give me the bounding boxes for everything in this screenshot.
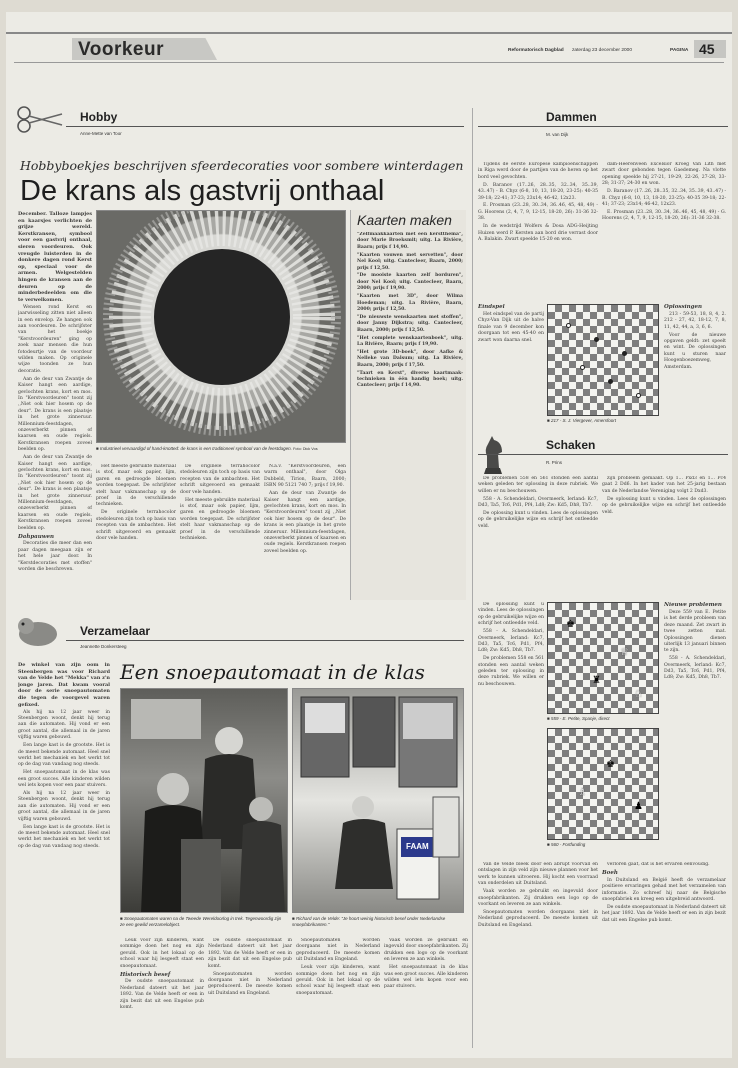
dammen-oplossingen: 213 - 59-53, 18, 8, 4, 2. 212 - 27, 42, 18-12, 7, 8, 11, 42, 44, a, 3, 6, 6. — [664, 311, 726, 330]
verzamelaar-intro: De winkel van zijn oom in Steenbergen was voor Richard van de Velde het "Mekka" van z'n jonge jaren. Dat kwam vooral door de serie snoepautomaten die tegen de voorgevel waren gefixed. — [18, 662, 110, 708]
dammen-subhead-eindspel: Eindspel — [478, 304, 505, 310]
chess-board-559-caption — [547, 716, 665, 722]
hobby-body-4b: Het meeste gebruikte materiaal is stof, maar ook papier, lijm, garen en gedroogde bloemen worden toegepast. De schrijfster stelt haar vakmanschap op de proef in de verschillende technieken. — [180, 497, 260, 541]
draughts-board — [547, 304, 659, 416]
wreath-photo — [96, 210, 346, 443]
collector-caption-text: Richard van de Velde: "Je hoort weinig historisch besef onder Nederlandse snoepfabrikanten." — [292, 916, 446, 927]
verzamelaar-section-title: Verzamelaar — [80, 624, 151, 638]
schaken-column-1b — [478, 602, 544, 857]
verzamelaar-rule — [66, 640, 464, 641]
hobby-body-6b: Aan de deur van Zwantje de Kaiser hangt een aardige, gevlochten krans, kort en mos. In "Kerstvoordeuren" toont zij ,,Niet ook hier hosem op de deur". De krans is een plaatsje in het grote zinneruur. Millennium-feestdagen, onzeverberkt pinnen of kaarsen en oude regiels. Kerstkransen roepen zoveel beelden op. — [264, 491, 346, 554]
schaken-body-1: De problemen 558 en 561 stonden een aantal weken geleden ter oplossing in deze rubriek. We willen er nu beschouwen. — [478, 476, 598, 494]
verzamelaar-continued-col4: verloren gaat, dat is het ervaren eenvoudig. — [607, 862, 710, 867]
kaarten-item-5: "De nieuwste wenskaarten met stoffen", door Janny Dijkstra; uitg. Cantecleer, Baarn, 2000; prijs f 12,50. — [357, 314, 463, 333]
hobby-headline: De krans als gastvrij onthaal — [20, 175, 385, 207]
draughts-piece — [580, 365, 585, 370]
schaken-column-1 — [478, 476, 598, 600]
chess-pawn-icon: ♟ — [634, 801, 643, 812]
kaarten-item-3: "De mooiste kaarten zelf borduren", door Nel Kool; uitg. Cantecleer, Baarn, 2000; prijs f 19,90. — [357, 273, 463, 292]
dammen-column-1b — [478, 304, 544, 402]
wreath-photo-caption — [96, 446, 346, 452]
dammen-rule — [478, 126, 728, 127]
verzamelaar-body-2b: Een lange kast is de grootste. Het is de meest bekende automaat. Heel snel werkt het mechaniek en het werkt tot op de dag van vandaag nog steeds. — [18, 824, 110, 849]
draughts-piece — [622, 351, 627, 356]
chess-board-560 — [547, 728, 659, 840]
collector-illustration — [293, 689, 464, 913]
bullet-icon-2: ■ — [120, 916, 124, 921]
page-number: 45 — [699, 41, 715, 57]
kaarten-item-8: "Taart en Kerst", diverse kaartmaak-technieken in één handig boek; uitg. Cantecleer; prijs f 14,90. — [357, 370, 463, 389]
kaarten-maken-box — [350, 210, 466, 600]
hobby-body-4: Het meeste gebruikte materiaal is stof, maar ook papier, lijm, garen en gedroogde bloemen worden toegepast. De schrijfster stelt haar vakmanschap op de proef in de verschillende technieken. — [96, 464, 176, 508]
kaarten-item-2: "Kaarten vouwen met servetten", door Nel Kool; uitg. Cantecleer, Baarn, 2000; prijs f 12,50. — [357, 252, 463, 271]
hobby-rule — [66, 126, 464, 127]
schaken-byline: R. Prins — [546, 460, 563, 465]
verzamelaar-body-3: Het snoepautomaat in de klas was een groot succes. Alle kinderen wilden wel iets kopen voor een paar stuivers. — [18, 770, 110, 789]
dammen-body-3b: E. Prosman (23..28, 30..34, 36..46, 45, 48, 49) - G. Hoorens (2, 4, 7, 9, 12-15, 18-20, 26): 31-36 32-38. — [602, 209, 726, 222]
hobby-column-1 — [18, 211, 92, 601]
kaarten-item-1: "Zelfmaakkaarten met een kerstthema", door Marie Broeksmit; uitg. La Rivière, Baarn; prijs f 14,90. — [357, 232, 463, 250]
verzamelaar-continued-col4-2: In Duitsland en België heeft de verzamelaar positieve ervaringen gehad met het verzamelen van informatie. Zo schreef hij naar de Belgische snoepfabriek en kreeg een uitgebreid antwoord. — [602, 877, 726, 903]
schaken-section-title: Schaken — [546, 438, 596, 452]
dammen-body-1: Tijdens de eerste Europese kampioenschappen in Riga werd door de partijen van de heren op het bord veel gevochten. — [478, 162, 598, 180]
kaarten-item-4: "Kaarten met 3D", door Wilma Hoedeman; uitg. La Rivière, Baarn, 2000; prijs f 12,50. — [357, 294, 463, 312]
verzamelaar-byline: Jeannette Donkersteeg — [80, 644, 127, 649]
verzamelaar-column-5 — [384, 938, 468, 1048]
dammen-col2-body: dam-Heerenveen Excelsior Kroeg Van Lith met zwart door gebonden tegen Gaedemeg. Na vlotte opening speelde hij 27-21, 19-29, 22-26, 27-28, 33-28; 31-37; 24-30 en won. — [602, 162, 726, 187]
verzamelaar-body-1: Als hij na 12 jaar weer in Steenbergen woont, denkt hij terug aan die automaten. Hij vond er een groot aantal, die allemaal in de jaren vijftig waren gebouwd. — [18, 709, 110, 741]
verzamelaar-continued-column-1 — [478, 862, 598, 1048]
verzamelaar-headline: Een snoepautomaat in de klas — [120, 660, 425, 684]
verzamelaar-body-4b: Leuk voor zijn kinderen, want sommige doen het nog en zijn gevuld. Ook in het lokaal op de school waar hij lesgeeft staat een snoepautomaat. — [296, 965, 380, 996]
hobby-section-title: Hobby — [80, 110, 118, 124]
masthead-underline — [14, 62, 724, 63]
verzamelaar-continued-body-3: Snoepautomaten worden doorgaans niet in Nederland geproduceerd. De meeste komen uit Duitsland en Engeland. — [478, 909, 598, 928]
chess-board-559 — [547, 602, 659, 714]
schaken-col2-body-2: Deze 559 van E. Petite is het derde probleem van deze maand. Zet zwart in twee zetten mat. Oplossingen dienen uiterlijk 13 januari binnen te zijn. — [664, 609, 726, 654]
bullet-icon: ■ — [96, 446, 100, 451]
hobby-body-1: Wensen rond Kerst en jaarwisseling zitten niet alleen in een envelop. Ze hangen ook aan voordeuren. De schrijfster van het boekje "Kerstvoordeuren" ging op zoek naar mensen die hun fotodeurtje van de voordeur wilden maken. Op originele wijze toonden ze hun decoratie. — [18, 304, 92, 374]
hobby-column-3 — [180, 464, 260, 600]
hamster-icon — [14, 614, 60, 648]
hobby-body-6: N.a.v. "Kerstvoordeuren, een warm onthaal", door Olga Dubbeld, Tirion, Baarn, 2000; ISBN 90 5121 740 7; prijs f 19,90. — [264, 464, 346, 489]
verzamelaar-body-5: De oudste snoepautomaat in Nederland dateert uit het jaar 1892. Van de Velde heeft er een in zijn bezit dat uit een Engelse pub komt. — [120, 979, 204, 1011]
chess-knight-icon — [478, 430, 508, 476]
masthead-date: zaterdag 23 december 2000 — [572, 48, 633, 53]
draughts-piece — [566, 323, 571, 328]
dammen-body-2b: D. Baranov (17..26, 28..35, 32..34, 35..39, 43..47) - B. Chyz (6-8, 10, 13, 18-20, 23-25): 40-35 39-18; 22-41; 37-23; 23x14; 46-42, 12x23. — [602, 189, 726, 207]
schaken-col2-body-b: De oplossing kunt u vinden. Lees de oplossingen op de gebruikelijke wijze en schrijf het ontleedde veld. — [602, 496, 726, 515]
hobby-column-4 — [264, 464, 346, 600]
newspaper-page — [6, 12, 732, 1058]
verzamelaar-continued-body: Van de Velde bleek door een abrupt voorvall en ontslagen in zijn veld zijn nieuwe plannen voor het werk te kunnen uitvoeren. Hij kocht een voorraad van onderdelen uit Duitsland. — [478, 862, 598, 887]
draughts-caption-text: 217 - S. J. Viergever, Amersfoort — [550, 418, 616, 423]
kaarten-item-7: "Het grote 3D-boek", door Aafke & Nelleke van Dalsum; uitg. La Rivière, Baarn, 2000; prijs f 17,50. — [357, 349, 463, 368]
hobby-subhead-dahpauwen: Dahpauwen — [18, 533, 54, 540]
verzamelaar-body-1b: Als hij na 12 jaar weer in Steenbergen woont, denkt hij terug aan die automaten. Hij vond er een groot aantal, die allemaal in de jaren vijftig waren gebouwd. — [18, 791, 110, 822]
verzamelaar-column-3 — [208, 938, 292, 1048]
hobby-byline: Anne-Mette van Toor — [80, 131, 122, 136]
bullet-icon-3: ■ — [292, 916, 296, 921]
dammen-col2-body-2: Voor de nieuwe opgaven geldt: zet speelt en wint. De oplossingen kunt u sturen naar Hoogenboezemweg, Amsterdam. — [664, 332, 726, 370]
hobby-intro: December. Talloze lampjes en kaarsjes verlichten de grijze wereld. Kerstkransen, symbool voor een gastvrij onthaal, sieren voordeuren. Ook vreugde luisterden in de donkere dagen rond Kerst op, speciaal voor de armen. Welgestelden hingen de kransen aan de deuren op de minderbedeelden om die te verwelkomen. — [18, 211, 92, 303]
faam-machine-label: FAAM — [406, 842, 429, 851]
chess-rook-icon: ♜ — [592, 675, 601, 686]
children-caption-text: Snoepautomaten waren na de Tweede Wereldoorlog in trek. Tegenwoordig zijn ze een gewild verzamelobject. — [120, 916, 282, 927]
hobby-body-3: Decoraties die meer dan een paar dagen meegaan zijn er het hele jaar door. In "Kerstdecoraties met stoffen" worden die beschreven. — [18, 541, 92, 573]
dammen-column-2 — [602, 162, 726, 302]
bullet-icon-6: ■ — [547, 842, 551, 847]
dammen-column-1 — [478, 162, 598, 302]
dammen-body-5: Het eindspel van de partij Chyz-Van Dijk uit de halve finale van 9 december kon doorgaan tot een 45-40 en zwart won daarna snel. — [478, 311, 544, 343]
dammen-body-4: In de wedstrijd Wolfers & Dosa ADG-Heijting Huizen werd P. Kersten aan bord drie verrast door A. Balakin. Zwart speelde 15-20 en won. — [478, 224, 598, 242]
dammen-body-2: D. Baranov (17..26, 28..35, 32..34, 35..39, 43..47) - B. Chyz (6-8, 10, 13, 18-20, 23-25): 40-35 39-18; 22-41; 37-23; 23x14; 46-42, 12x23. — [478, 182, 598, 201]
chess-queen-icon: ♕ — [620, 647, 629, 658]
hobby-kicker: Hobbyboekjes beschrijven sfeerdecoraties voor sombere winterdagen — [20, 158, 464, 173]
verzamelaar-column-2 — [120, 938, 204, 1048]
masthead-section-title: Voorkeur — [78, 39, 165, 60]
hobby-body-2b: Aan de deur van Zwantje de Kaiser hangt een aardige, gevlochten krans, kort en mos. In "Kerstvoordeuren" toont zij ,,Niet ook hier hosem op de deur". De krans is een plaatsje in het grote zinneruur. Millennium-feestdagen, onzeverberkt pinnen of kaarsen en oude regiels. Kerstkransen roepen zoveel beelden op. — [18, 455, 92, 531]
verzamelaar-body-5b: De oudste snoepautomaat in Nederland dateert uit het jaar 1892. Van de Velde heeft er een in zijn bezit dat uit een Engelse pub komt. — [208, 938, 292, 969]
schaken-col2-body: zijn probleem gemaakt. Op 1... Pxd3 en 1... Pc4 gaat 2 Dd6. In het kader van het 25-jarig bestaan van de Nederlandse Vereniging volgt 2 Dxd3. — [602, 476, 726, 494]
schaken-col2-body-3: 558 - A. Schendeldari, Overmeerk, Ierland: Kc7, Dd3, Ta5, Tc6, Pd1, Pf4, Ld8; Zw: Kd5, Dh8, Tb7. — [664, 656, 726, 681]
wreath-photo-credit: Foto: Dick Vos — [293, 447, 318, 451]
verzamelaar-body-2: Een lange kast is de grootste. Het is de meest bekende automaat. Heel snel werkt het mechaniek en het werkt tot op de dag van vandaag nog steeds. — [18, 743, 110, 768]
verzamelaar-body-4: Leuk voor zijn kinderen, want sommige doen het nog en zijn gevuld. Ook in het lokaal op de school waar hij lesgeeft staat een snoepautomaat. — [120, 938, 204, 969]
draughts-board-caption — [547, 418, 665, 424]
chess-king-icon: ♚ — [566, 619, 575, 630]
kaarten-maken-list — [357, 232, 463, 596]
dammen-column-2b — [664, 304, 726, 434]
bullet-icon-5: ■ — [547, 716, 551, 721]
wreath-illustration — [97, 211, 346, 443]
verzamelaar-continued-body-2: Vaak worden ze gebruikt en ingevuld door snoepfabrikanten. Zij drukken een logo op de voorkant en leveren ze aan winkels. — [478, 889, 598, 907]
verzamelaar-continued-column-2 — [602, 862, 726, 1048]
scissors-icon — [14, 104, 64, 134]
children-photo-caption — [120, 916, 286, 928]
draughts-piece — [594, 337, 599, 342]
kaarten-item-6: "Het complete wenskaartenboek", uitg. La Rivière, Baarn; prijs f 19,90. — [357, 335, 463, 347]
verzamelaar-column-1 — [18, 662, 110, 1047]
children-photo — [120, 688, 288, 913]
verzamelaar-body-6b: Snoepautomaten worden doorgaans niet in Nederland geproduceerd. De meeste komen uit Duitsland en Engeland. — [296, 938, 380, 963]
chess-bishop-icon: ♗ — [578, 787, 587, 798]
collector-photo-caption — [292, 916, 464, 928]
chess-knight-piece-icon: ♘ — [634, 689, 643, 700]
schaken-body-1b: De problemen 558 en 561 stonden een aantal weken geleden ter oplossing in deze rubriek. We willen er nu beschouwen. — [478, 656, 544, 687]
chess-board-560-caption — [547, 842, 665, 848]
masthead — [6, 12, 732, 60]
draughts-piece — [636, 393, 641, 398]
dammen-body-3: E. Prosman (23..28, 30..34, 36..46, 45, 48, 49) - G. Hoorens (2, 4, 7, 9, 12-15, 18-20, 26): 31-36 32-38. — [478, 203, 598, 222]
dammen-subhead-oplossingen: Oplossingen — [664, 304, 703, 310]
schaken-body-2b: 558 - A. Schendeldari, Overmeerk, Ierland: Kc7, Dd3, Ta5, Tc6, Pd1, Pf4, Ld8; Zw: Kd5, Dh8, Tb7. — [478, 629, 544, 654]
column-divider — [472, 108, 473, 1048]
verzamelaar-body-7b: Het snoepautomaat in de klas was een groot succes. Alle kinderen wilden wel iets kopen voor een paar stuivers. — [384, 965, 468, 990]
schaken-body-3: De oplossing kunt u vinden. Lees de oplossingen op de gebruikelijke wijze en schrijf het ontleedde veld. — [478, 511, 598, 529]
verzamelaar-subhead-boeh: Boeh — [602, 869, 618, 876]
schaken-column-2 — [602, 476, 726, 600]
chess-560-caption-text: 560 - Fortfunding — [550, 842, 586, 847]
dammen-section-title: Dammen — [546, 110, 597, 124]
draughts-piece — [608, 379, 613, 384]
collector-photo — [292, 688, 464, 913]
hobby-body-2: Aan de deur van Zwantje de Kaiser hangt een aardige, gevlochten krans, kort en mos. In "Kerstvoordeuren" toont zij ,,Niet ook hier hosem op de deur". De krans is een plaatsje in het grote zinneruur. Millennium-feestdagen, onzeverberkt pinnen of kaarsen en oude regiels. Kerstkransen roepen zoveel beelden op. — [18, 376, 92, 453]
chess-king-icon-2: ♚ — [606, 759, 615, 770]
schaken-column-2b — [664, 602, 726, 857]
masthead-paper-name: Reformatorisch Dagblad — [508, 48, 564, 53]
masthead-page-label: PAGINA — [670, 48, 689, 53]
schaken-body-3b: De oplossing kunt u vinden. Lees de oplossingen op de gebruikelijke wijze en schrijf het ontleedde veld. — [478, 602, 544, 627]
hobby-column-2 — [96, 464, 176, 600]
hobby-body-5: De originele terrahocolor stedoleuren zijn toch op basis van recepten van de ambachten. Het schrift uitgevoerd en gemaakt door vele handen. — [96, 510, 176, 541]
verzamelaar-body-6: Snoepautomaten worden doorgaans niet in Nederland geproduceerd. De meeste komen uit Duitsland en Engeland. — [208, 971, 292, 996]
bullet-icon-4: ■ — [547, 418, 551, 423]
schaken-subhead-nieuwe: Nieuwe problemen — [664, 602, 722, 608]
kaarten-maken-title: Kaarten maken — [357, 212, 452, 228]
hobby-body-5b: De originele terrahocolor stedoleuren zijn toch op basis van recepten van de ambachten. Het schrift uitgevoerd en gemaakt door vele handen. — [180, 464, 260, 495]
dammen-byline: M. van Dijk — [546, 132, 569, 137]
verzamelaar-column-4 — [296, 938, 380, 1048]
children-illustration — [121, 689, 288, 913]
schaken-body-2: 558 - A. Schendeldari, Overmeerk, Ierland: Kc7, Dd3, Ta5, Tc6, Pd1, Pf4, Ld8; Zw: Kd5, Dh8, Tb7. — [478, 496, 598, 509]
wreath-caption-text: Industrieel vervaardigd of hand-knotted: de krans is een traditioneel symbool van de feestdagen. — [99, 446, 292, 451]
masthead-band — [6, 32, 732, 34]
verzamelaar-continued-col4-3: De oudste snoepautomaat in Nederland dateert uit het jaar 1892. Van de Velde heeft er een in zijn bezit dat uit een Engelse pub komt. — [602, 904, 726, 923]
verzamelaar-subhead-historisch: Historisch besef — [120, 971, 171, 978]
verzamelaar-body-7: Vaak worden ze gebruikt en ingevuld door snoepfabrikanten. Zij drukken een logo op de voorkant en leveren ze aan winkels. — [384, 938, 468, 963]
chess-559-caption-text: 559 - E. Petite, Spanje, direct — [550, 716, 610, 721]
schaken-rule — [478, 454, 728, 455]
